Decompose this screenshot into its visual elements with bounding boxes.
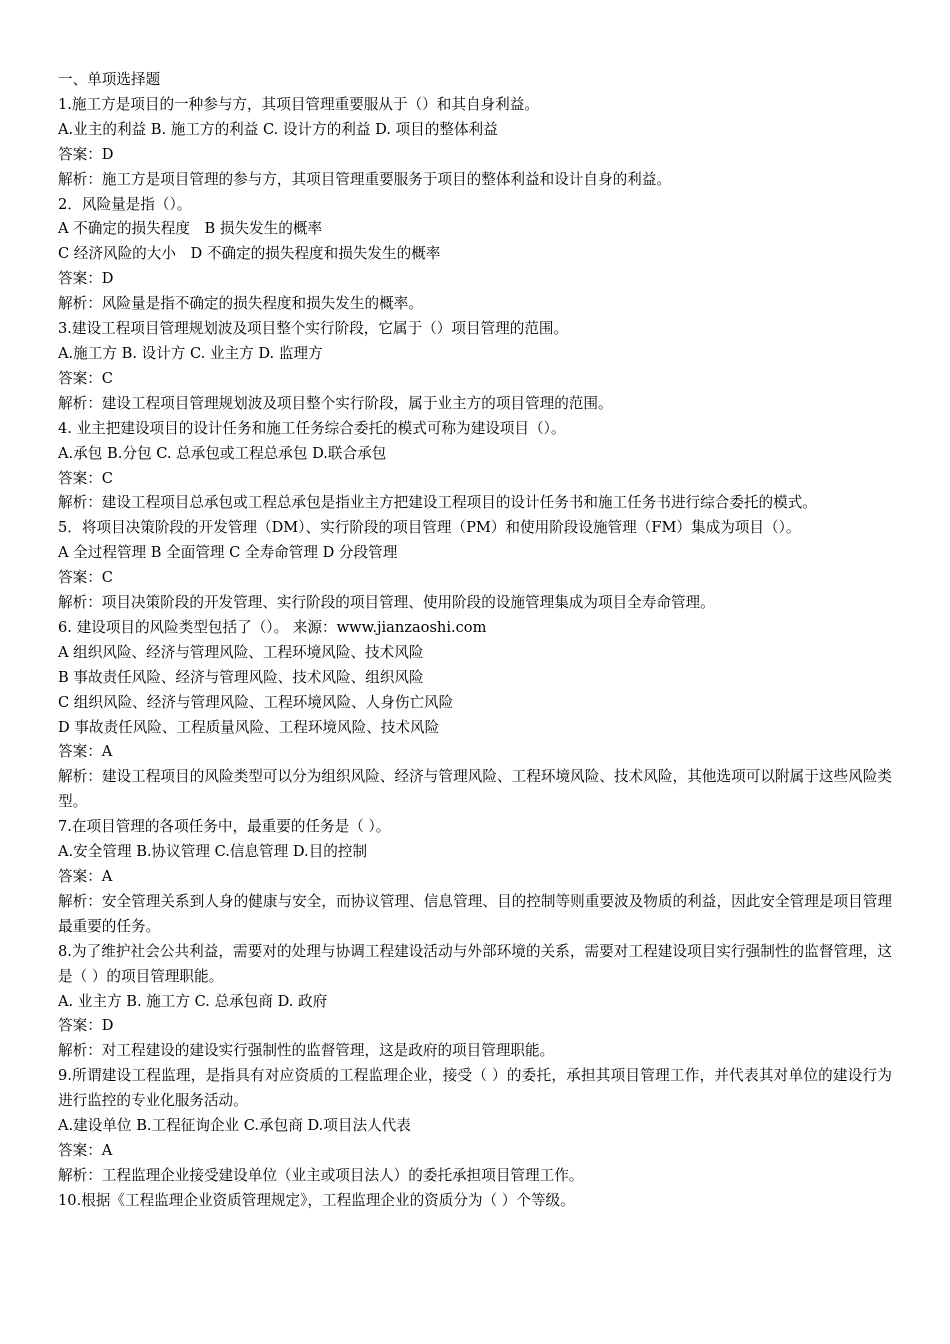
question-6-answer: 答案：A [58,743,113,761]
question-10: 10.根据《工程监理企业资质管理规定》，工程监理企业的资质分为（ ）个等级。 [58,1191,575,1209]
question-4-options: A.承包 B.分包 C. 总承包或工程总承包 D.联合承包 [58,444,387,462]
question-8: 8.为了维护社会公共利益，需要对的处理与协调工程建设活动与外部环境的关系，需要对工程建设项目实行强制性的监督管理，这是（ ）的项目管理职能。 [58,942,892,985]
document-page [58,68,892,1214]
question-2-answer: 答案：D [58,270,114,288]
question-6: 6. 建设项目的风险类型包括了（）。 来源：www.jianzaoshi.com [58,618,487,636]
question-7-options: A.安全管理 B.协议管理 C.信息管理 D.目的控制 [58,843,368,861]
question-4: 4. 业主把建设项目的设计任务和施工任务综合委托的模式可称为建设项目（）。 [58,419,566,437]
question-4-analysis: 解析：建设工程项目总承包或工程总承包是指业主方把建设工程项目的设计任务书和施工任务书进行综合委托的模式。 [58,494,817,512]
question-6-option-b: B 事故责任风险、经济与管理风险、技术风险、组织风险 [58,668,424,686]
question-9-answer: 答案：A [58,1141,113,1159]
question-5-answer: 答案：C [58,569,113,587]
question-2-options-cd: C 经济风险的大小 D 不确定的损失程度和损失发生的概率 [58,245,441,263]
question-5: 5．将项目决策阶段的开发管理（DM）、实行阶段的项目管理（PM）和使用阶段设施管理（FM）集成为项目（）。 [58,519,801,537]
question-6-option-a: A 组织风险、经济与管理风险、工程环境风险、技术风险 [58,643,424,661]
question-6-option-d: D 事故责任风险、工程质量风险、工程环境风险、技术风险 [58,718,440,736]
question-8-answer: 答案：D [58,1017,114,1035]
question-1-answer: 答案：D [58,145,114,163]
question-2-analysis: 解析：风险量是指不确定的损失程度和损失发生的概率。 [58,295,423,313]
section-heading: 一、单项选择题 [58,71,161,88]
question-7-answer: 答案：A [58,868,113,885]
question-8-analysis: 解析：对工程建设的建设实行强制性的监督管理，这是政府的项目管理职能。 [58,1042,555,1060]
question-7: 7.在项目管理的各项任务中，最重要的任务是（ ）。 [58,818,391,836]
question-4-answer: 答案：C [58,469,113,487]
question-6-option-c: C 组织风险、经济与管理风险、工程环境风险、人身伤亡风险 [58,693,454,711]
question-2: 2．风险量是指（）。 [58,195,192,213]
question-1-options: A.业主的利益 B. 施工方的利益 C. 设计方的利益 D. 项目的整体利益 [58,120,498,138]
question-8-options: A. 业主方 B. 施工方 C. 总承包商 D. 政府 [58,992,328,1010]
question-9-options: A.建设单位 B.工程征询企业 C.承包商 D.项目法人代表 [58,1117,411,1135]
question-1: 1.施工方是项目的一种参与方，其项目管理重要服从于（）和其自身利益。 [58,95,539,113]
question-5-analysis: 解析：项目决策阶段的开发管理、实行阶段的项目管理、使用阶段的设施管理集成为项目全寿命管理。 [58,594,715,612]
question-9-analysis: 解析：工程监理企业接受建设单位（业主或项目法人）的委托承担项目管理工作。 [58,1166,584,1184]
question-6-analysis: 解析：建设工程项目的风险类型可以分为组织风险、经济与管理风险、工程环境风险、技术风险，其他选项可以附属于这些风险类型。 [58,768,892,811]
question-1-analysis: 解析：施工方是项目管理的参与方，其项目管理重要服务于项目的整体利益和设计自身的利益。 [58,170,671,188]
question-3-analysis: 解析：建设工程项目管理规划波及项目整个实行阶段，属于业主方的项目管理的范围。 [58,394,613,412]
question-3-options: A.施工方 B. 设计方 C. 业主方 D. 监理方 [58,344,323,362]
question-5-options: A 全过程管理 B 全面管理 C 全寿命管理 D 分段管理 [58,544,398,562]
question-2-options-ab: A 不确定的损失程度 B 损失发生的概率 [58,220,323,238]
question-3: 3.建设工程项目管理规划波及项目整个实行阶段，它属于（）项目管理的范围。 [58,320,569,338]
question-3-answer: 答案：C [58,369,113,387]
question-9: 9.所谓建设工程监理，是指具有对应资质的工程监理企业，接受（ ）的委托，承担其项目管理工作，并代表其对单位的建设行为进行监控的专业化服务活动。 [58,1067,892,1110]
question-7-analysis: 解析：安全管理关系到人身的健康与安全，而协议管理、信息管理、目的控制等则重要波及物质的利益，因此安全管理是项目管理最重要的任务。 [58,892,892,935]
